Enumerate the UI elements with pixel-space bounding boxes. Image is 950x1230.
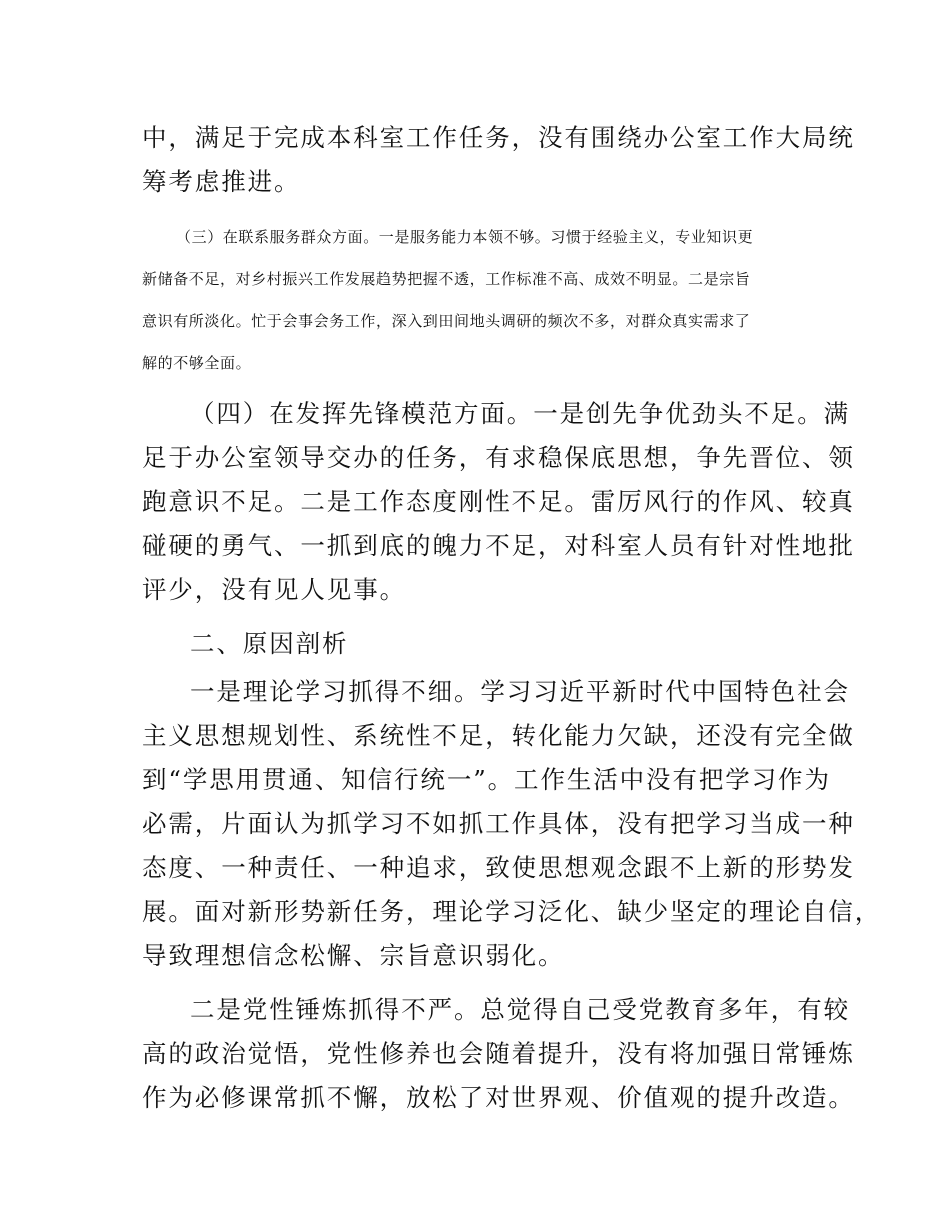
paragraph-line: 跑意识不足。二是工作态度刚性不足。雷厉风行的作风、较真 [142,487,855,516]
paragraph-line: 高的政治觉悟，党性修养也会随着提升，没有将加强日常锤炼 [142,1039,855,1068]
paragraph-line: 中，满足于完成本科室工作任务，没有围绕办公室工作大局统 [142,123,855,152]
paragraph-line-small: （三）在联系服务群众方面。一是服务能力本领不够。习惯于经验主义，专业知识更 [176,228,754,246]
paragraph-line: 主义思想规划性、系统性不足，转化能力欠缺，还没有完全做 [142,721,855,750]
paragraph-line-small: 解的不够全面。 [142,354,252,372]
paragraph-line-small: 意识有所淡化。忙于会事会务工作，深入到田间地头调研的频次不多，对群众真实需求了 [142,312,751,330]
paragraph-line: 必需，片面认为抓学习不如抓工作具体，没有把学习当成一种 [142,809,855,838]
paragraph-line: 评少，没有见人见事。 [142,575,406,604]
paragraph-line: 作为必修课常抓不懈，放松了对世界观、价值观的提升改造。 [142,1083,855,1112]
paragraph-line: 展。面对新形势新任务，理论学习泛化、缺少坚定的理论自信， [142,897,882,926]
paragraph-line: 导致理想信念松懈、宗旨意识弱化。 [142,941,565,970]
paragraph-line: 筹考虑推进。 [142,167,301,196]
paragraph-line: 碰硬的勇气、一抓到底的魄力不足，对科室人员有针对性地批 [142,531,855,560]
paragraph-line: 足于办公室领导交办的任务，有求稳保底思想，争先晋位、领 [142,443,855,472]
section-heading: 二、原因剖析 [190,629,349,658]
paragraph-line: （四）在发挥先锋模范方面。一是创先争优劲头不足。满 [190,399,850,428]
paragraph-line: 二是党性锤炼抓得不严。总觉得自己受党教育多年，有较 [190,995,850,1024]
paragraph-line: 态度、一种责任、一种追求，致使思想观念跟不上新的形势发 [142,853,855,882]
paragraph-line: 到“学思用贯通、知信行统一”。工作生活中没有把学习作为 [142,765,831,794]
paragraph-line-small: 新储备不足，对乡村振兴工作发展趋势把握不透，工作标准不高、成效不明显。二是宗旨 [142,270,751,288]
paragraph-line: 一是理论学习抓得不细。学习习近平新时代中国特色社会 [190,677,850,706]
